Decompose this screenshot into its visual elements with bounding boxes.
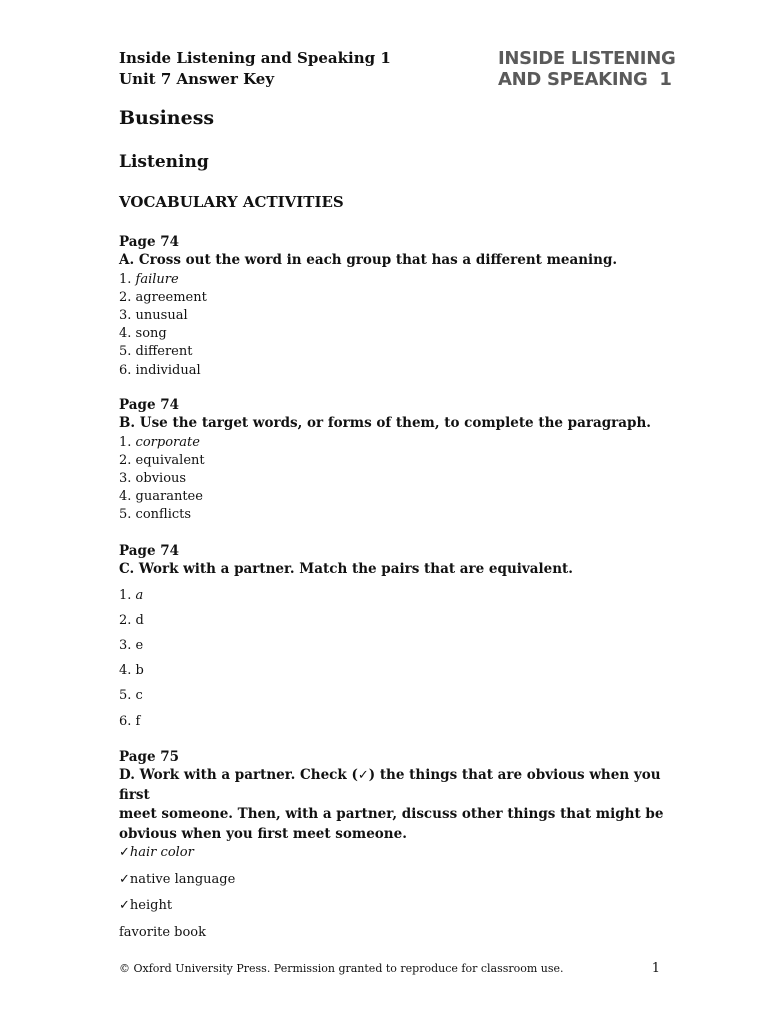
list-item: 5. conflicts bbox=[119, 507, 192, 523]
check-icon: ✓ bbox=[119, 898, 130, 913]
list-item: 4. b bbox=[119, 663, 144, 679]
list-item: 3. e bbox=[119, 637, 144, 653]
document-header bbox=[119, 48, 391, 90]
activity-c bbox=[119, 542, 679, 734]
list-item: 1. failure bbox=[119, 271, 179, 287]
page-reference: Page 74 bbox=[119, 397, 180, 413]
page-reference: Page 74 bbox=[119, 543, 180, 559]
list-item: 6. individual bbox=[119, 362, 201, 378]
list-item: 2. d bbox=[119, 612, 144, 628]
unit-title: Unit 7 Answer Key bbox=[119, 70, 275, 88]
page-footer bbox=[119, 962, 660, 975]
page-reference: Page 74 bbox=[119, 234, 180, 250]
answer-list bbox=[119, 271, 679, 380]
logo-line-1: INSIDE LISTENING bbox=[498, 48, 676, 69]
series-logo bbox=[498, 48, 675, 90]
list-item: 1. corporate bbox=[119, 434, 200, 450]
page-number: 1 bbox=[651, 961, 660, 976]
instruction: D. Work with a partner. Check (✓) the things that are obvious when you first meet someone. Then, with a partner, discuss other things that might be obvious when you first meet someone. bbox=[119, 767, 664, 842]
list-item: 5. different bbox=[119, 344, 193, 360]
list-item: 1. a bbox=[119, 587, 144, 603]
activity-b bbox=[119, 396, 679, 525]
list-item: 6. f bbox=[119, 713, 141, 729]
list-item: ✓height bbox=[119, 898, 173, 913]
copyright-notice: © Oxford University Press. Permission granted to reproduce for classroom use. bbox=[119, 962, 564, 975]
instruction: C. Work with a partner. Match the pairs that are equivalent. bbox=[119, 561, 573, 577]
list-item: 2. agreement bbox=[119, 289, 207, 305]
check-icon: ✓ bbox=[119, 871, 130, 887]
list-item: 4. song bbox=[119, 326, 167, 342]
list-item: ✓hair color bbox=[119, 845, 194, 860]
list-item: 4. guarantee bbox=[119, 489, 203, 505]
logo-line-2: AND SPEAKING 1 bbox=[498, 69, 672, 90]
instruction: B. Use the target words, or forms of them, to complete the paragraph. bbox=[119, 415, 651, 431]
list-item: ✓native language bbox=[119, 871, 236, 887]
list-item: favorite book bbox=[119, 924, 207, 940]
list-item: 5. c bbox=[119, 688, 143, 704]
answer-list bbox=[119, 434, 679, 525]
list-item: 3. obvious bbox=[119, 470, 187, 486]
answer-list bbox=[119, 583, 679, 734]
page-reference: Page 75 bbox=[119, 749, 180, 765]
check-icon: ✓ bbox=[119, 845, 130, 860]
activities-heading: VOCABULARY ACTIVITIES bbox=[119, 193, 344, 211]
topic-heading: Business bbox=[119, 107, 215, 129]
book-title: Inside Listening and Speaking 1 bbox=[119, 49, 391, 67]
answer-list bbox=[119, 840, 679, 946]
activity-d bbox=[119, 748, 679, 946]
check-icon: ✓ bbox=[357, 768, 369, 783]
section-heading: Listening bbox=[119, 152, 209, 172]
list-item: 3. unusual bbox=[119, 307, 188, 323]
instruction: A. Cross out the word in each group that has a different meaning. bbox=[119, 252, 618, 268]
activity-a bbox=[119, 233, 679, 380]
list-item: 2. equivalent bbox=[119, 452, 205, 468]
